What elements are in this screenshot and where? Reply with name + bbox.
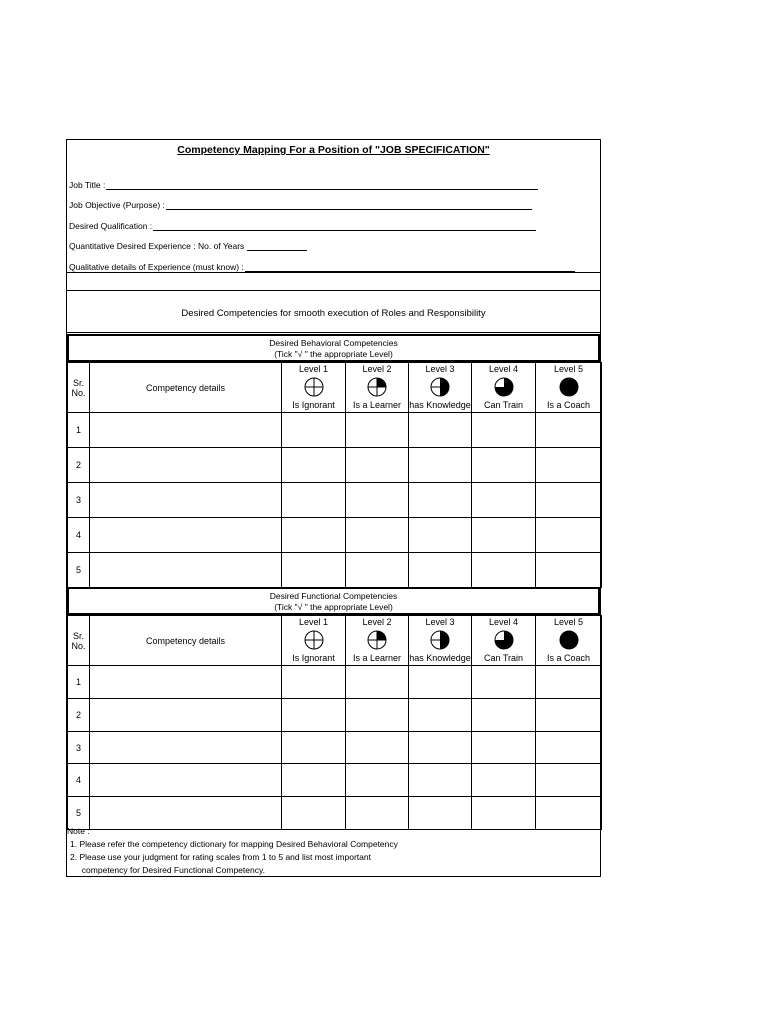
functional-subheading: (Tick "√ " the appropriate Level) — [274, 602, 393, 612]
functional-heading: Desired Functional Competencies — [269, 591, 398, 601]
functional-table — [67, 615, 602, 830]
competency-details-cell[interactable] — [90, 448, 282, 483]
job-objective-label: Job Objective (Purpose) : — [69, 200, 165, 210]
level-1-description: Is Ignorant — [282, 399, 346, 413]
level-1-label: Level 1 — [282, 363, 346, 375]
level-3-tick-cell[interactable] — [409, 732, 472, 764]
behavioral-subheading: (Tick "√ " the appropriate Level) — [274, 349, 393, 359]
competency-details-header: Competency details — [90, 616, 282, 666]
quant-experience-line[interactable] — [247, 242, 307, 251]
level-4-icon-cell — [472, 375, 536, 399]
competency-details-cell[interactable] — [90, 666, 282, 699]
level-5-tick-cell[interactable] — [536, 666, 602, 699]
level-3-tick-cell[interactable] — [409, 448, 472, 483]
circle-cross-icon — [282, 376, 345, 398]
behavioral-header — [67, 334, 600, 362]
level-3-icon-cell — [409, 628, 472, 652]
level-3-tick-cell[interactable] — [409, 518, 472, 553]
table-row — [68, 666, 602, 699]
level-1-tick-cell[interactable] — [282, 448, 346, 483]
level-1-tick-cell[interactable] — [282, 699, 346, 732]
qual-experience-label: Qualitative details of Experience (must know) : — [69, 262, 244, 272]
row-number: 2 — [68, 448, 90, 483]
level-4-tick-cell[interactable] — [472, 797, 536, 830]
level-3-description: has Knowledge — [409, 399, 472, 413]
filled-circle-icon — [536, 629, 601, 651]
job-title-line[interactable] — [106, 181, 538, 190]
behavioral-heading: Desired Behavioral Competencies — [269, 338, 398, 348]
level-2-tick-cell[interactable] — [346, 518, 409, 553]
row-number: 3 — [68, 483, 90, 518]
level-4-label: Level 4 — [472, 363, 536, 375]
level-1-tick-cell[interactable] — [282, 666, 346, 699]
level-2-tick-cell[interactable] — [346, 699, 409, 732]
level-3-tick-cell[interactable] — [409, 666, 472, 699]
qualification-line[interactable] — [153, 222, 536, 231]
circle-cross-icon — [282, 629, 345, 651]
sr-no-header: Sr. No. — [68, 616, 90, 666]
level-5-tick-cell[interactable] — [536, 699, 602, 732]
level-2-description: Is a Learner — [346, 399, 409, 413]
job-objective-line[interactable] — [166, 201, 532, 210]
level-1-tick-cell[interactable] — [282, 732, 346, 764]
level-1-tick-cell[interactable] — [282, 518, 346, 553]
half-filled-circle-icon — [409, 629, 471, 651]
level-1-tick-cell[interactable] — [282, 413, 346, 448]
competency-details-cell[interactable] — [90, 732, 282, 764]
level-4-tick-cell[interactable] — [472, 553, 536, 588]
row-number: 4 — [68, 764, 90, 797]
level-1-description: Is Ignorant — [282, 652, 346, 666]
table-row — [68, 413, 602, 448]
table-row — [68, 448, 602, 483]
level-5-icon-cell — [536, 375, 602, 399]
level-2-icon-cell — [346, 375, 409, 399]
row-number: 1 — [68, 413, 90, 448]
functional-header — [67, 587, 600, 615]
level-5-label: Level 5 — [536, 363, 602, 375]
level-3-tick-cell[interactable] — [409, 764, 472, 797]
note-item: 1. Please refer the competency dictionary for mapping Desired Behavioral Competency — [70, 839, 398, 849]
job-title-label: Job Title : — [69, 180, 106, 190]
level-4-label: Level 4 — [472, 616, 536, 628]
level-5-icon-cell — [536, 628, 602, 652]
table-row — [68, 699, 602, 732]
notes-label: Note : — [67, 826, 90, 836]
level-1-tick-cell[interactable] — [282, 764, 346, 797]
divider — [67, 272, 600, 273]
level-5-tick-cell[interactable] — [536, 483, 602, 518]
level-5-tick-cell[interactable] — [536, 448, 602, 483]
row-number: 5 — [68, 553, 90, 588]
competency-details-cell[interactable] — [90, 483, 282, 518]
half-filled-circle-icon — [409, 376, 471, 398]
row-number: 4 — [68, 518, 90, 553]
level-1-tick-cell[interactable] — [282, 553, 346, 588]
level-3-label: Level 3 — [409, 363, 472, 375]
competency-details-header: Competency details — [90, 363, 282, 413]
notes-section — [67, 825, 398, 877]
row-number: 5 — [68, 797, 90, 830]
table-row — [68, 764, 602, 797]
level-5-description: Is a Coach — [536, 399, 602, 413]
level-3-tick-cell[interactable] — [409, 797, 472, 830]
competency-form — [66, 139, 601, 877]
level-1-label: Level 1 — [282, 616, 346, 628]
level-3-description: has Knowledge — [409, 652, 472, 666]
job-title-field[interactable] — [69, 180, 538, 190]
level-1-tick-cell[interactable] — [282, 483, 346, 518]
job-objective-field[interactable] — [69, 200, 532, 210]
qualification-label: Desired Qualification : — [69, 221, 153, 231]
level-4-tick-cell[interactable] — [472, 413, 536, 448]
level-1-icon-cell — [282, 375, 346, 399]
level-5-tick-cell[interactable] — [536, 413, 602, 448]
sr-no-header: Sr. No. — [68, 363, 90, 413]
level-2-tick-cell[interactable] — [346, 732, 409, 764]
level-2-description: Is a Learner — [346, 652, 409, 666]
level-5-description: Is a Coach — [536, 652, 602, 666]
level-4-tick-cell[interactable] — [472, 666, 536, 699]
level-4-description: Can Train — [472, 652, 536, 666]
level-3-tick-cell[interactable] — [409, 553, 472, 588]
competency-details-cell[interactable] — [90, 699, 282, 732]
competency-details-cell[interactable] — [90, 764, 282, 797]
level-1-icon-cell — [282, 628, 346, 652]
level-5-tick-cell[interactable] — [536, 518, 602, 553]
table-row — [68, 553, 602, 588]
level-2-tick-cell[interactable] — [346, 413, 409, 448]
table-row — [68, 483, 602, 518]
table-row — [68, 518, 602, 553]
three-quarter-filled-circle-icon — [472, 376, 535, 398]
level-2-tick-cell[interactable] — [346, 483, 409, 518]
table-row — [68, 732, 602, 764]
qualification-field[interactable] — [69, 221, 536, 231]
competency-details-cell[interactable] — [90, 553, 282, 588]
level-2-label: Level 2 — [346, 616, 409, 628]
level-5-tick-cell[interactable] — [536, 797, 602, 830]
level-4-tick-cell[interactable] — [472, 483, 536, 518]
level-5-label: Level 5 — [536, 616, 602, 628]
level-3-icon-cell — [409, 375, 472, 399]
level-4-tick-cell[interactable] — [472, 448, 536, 483]
row-number: 3 — [68, 732, 90, 764]
qual-experience-field[interactable] — [69, 262, 575, 272]
level-3-tick-cell[interactable] — [409, 699, 472, 732]
level-2-label: Level 2 — [346, 363, 409, 375]
level-4-tick-cell[interactable] — [472, 518, 536, 553]
quant-experience-field[interactable] — [69, 241, 307, 251]
behavioral-table — [67, 362, 602, 588]
quarter-filled-circle-icon — [346, 629, 408, 651]
level-4-tick-cell[interactable] — [472, 732, 536, 764]
note-item: competency for Desired Functional Competency. — [70, 865, 265, 875]
desired-competencies-heading: Desired Competencies for smooth execution of Roles and Responsibility — [181, 308, 486, 319]
level-3-tick-cell[interactable] — [409, 413, 472, 448]
level-2-icon-cell — [346, 628, 409, 652]
level-5-tick-cell[interactable] — [536, 553, 602, 588]
three-quarter-filled-circle-icon — [472, 629, 535, 651]
level-4-icon-cell — [472, 628, 536, 652]
row-number: 2 — [68, 699, 90, 732]
level-3-tick-cell[interactable] — [409, 483, 472, 518]
quarter-filled-circle-icon — [346, 376, 408, 398]
divider — [67, 290, 600, 291]
level-4-tick-cell[interactable] — [472, 764, 536, 797]
row-number: 1 — [68, 666, 90, 699]
level-4-description: Can Train — [472, 399, 536, 413]
level-2-tick-cell[interactable] — [346, 666, 409, 699]
level-2-tick-cell[interactable] — [346, 553, 409, 588]
level-3-label: Level 3 — [409, 616, 472, 628]
quant-experience-label: Quantitative Desired Experience : No. of Years — [69, 241, 245, 251]
note-item: 2. Please use your judgment for rating scales from 1 to 5 and list most important — [70, 852, 371, 862]
level-5-tick-cell[interactable] — [536, 764, 602, 797]
level-2-tick-cell[interactable] — [346, 448, 409, 483]
level-4-tick-cell[interactable] — [472, 699, 536, 732]
level-5-tick-cell[interactable] — [536, 732, 602, 764]
qual-experience-line[interactable] — [245, 263, 575, 272]
competency-details-cell[interactable] — [90, 413, 282, 448]
competency-details-cell[interactable] — [90, 518, 282, 553]
filled-circle-icon — [536, 376, 601, 398]
form-title: Competency Mapping For a Position of "JOB SPECIFICATION" — [177, 144, 490, 156]
divider — [67, 332, 600, 333]
level-2-tick-cell[interactable] — [346, 764, 409, 797]
